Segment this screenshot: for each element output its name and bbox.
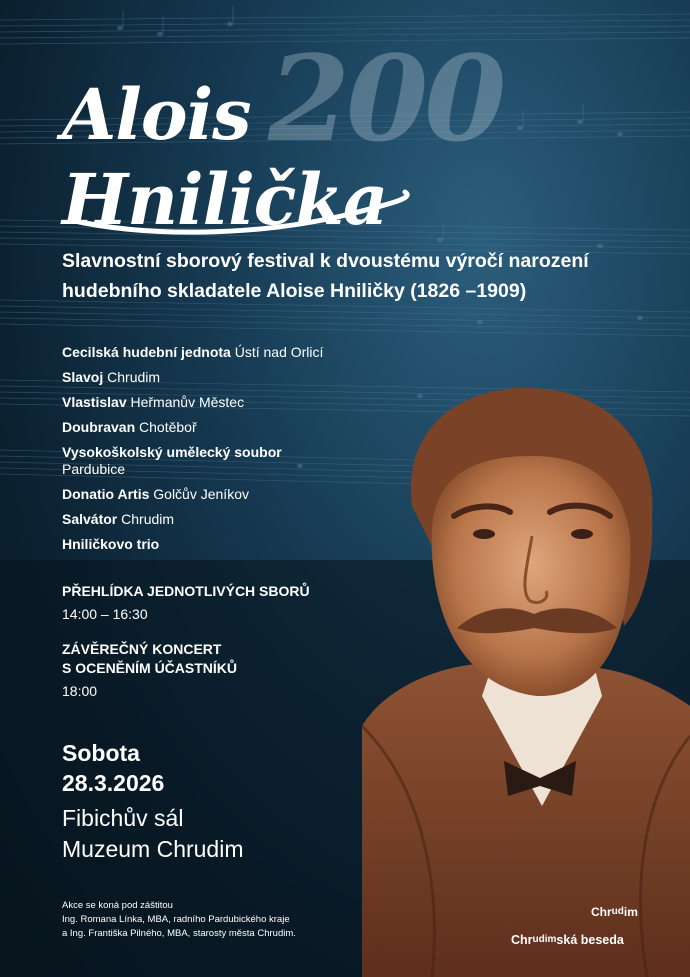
logo-chrudim-part-2: ud [611, 906, 624, 917]
logo-beseda-part-1: Chr [511, 933, 533, 947]
choir-item [62, 394, 382, 411]
patronage-note [62, 899, 296, 941]
program-concert [62, 640, 237, 701]
anniversary-number-200: 200 [268, 29, 503, 168]
choir-name: Slavoj [62, 369, 104, 385]
venue-hall: Fibichův sál [62, 805, 184, 831]
concert-time: 18:00 [62, 683, 98, 699]
choir-item [62, 536, 382, 553]
choir-place: Chrudim [117, 511, 175, 527]
choir-item [62, 444, 382, 478]
event-day-date: 28.3.2026 [62, 770, 165, 796]
event-venue [62, 803, 244, 865]
choir-item [62, 344, 382, 361]
patronage-line-2: Ing. Romana Línka, MBA, radního Pardubického kraje [62, 914, 290, 925]
choir-name: Doubravan [62, 419, 136, 435]
choir-place: Chrudim [103, 369, 161, 385]
choir-item [62, 419, 382, 436]
concert-heading-line-2: S OCENĚNÍM ÚČASTNÍKŮ [62, 660, 238, 676]
patronage-line-3: a Ing. Františka Pilného, MBA, starosty města Chrudim. [62, 928, 296, 939]
logo-chrudim-part-3: im [623, 905, 638, 919]
logo-beseda-part-2: udim [532, 934, 557, 945]
event-date [62, 738, 164, 798]
choir-place: Ústí nad Orlicí [230, 344, 324, 360]
subtitle-line-1: Slavnostní sborový festival k dvoustému výročí narození [62, 250, 589, 272]
title-last-name: Hnilička [62, 158, 388, 241]
choir-item [62, 369, 382, 386]
venue-museum: Muzeum Chrudim [62, 836, 244, 862]
title-first-name: Alois [62, 73, 251, 156]
choir-name: Cecilská hudební jednota [62, 344, 231, 360]
program-review [62, 582, 310, 624]
festival-subtitle [62, 246, 662, 306]
choir-name: Hniličkovo trio [62, 536, 160, 552]
subtitle-line-2: hudebního skladatele Aloise Hniličky (1826 –1909) [62, 280, 527, 302]
choir-name: Vysokoškolský umělecký soubor [62, 444, 282, 460]
patronage-line-1: Akce se koná pod záštitou [62, 900, 173, 911]
review-time: 14:00 – 16:30 [62, 606, 148, 622]
concert-heading-line-1: ZÁVĚREČNÝ KONCERT [62, 641, 222, 657]
logo-beseda-part-3: ská beseda [556, 933, 624, 947]
event-weekday: Sobota [62, 740, 140, 766]
review-heading: PŘEHLÍDKA JEDNOTLIVÝCH SBORŮ [62, 583, 310, 599]
choir-place: Heřmanův Městec [126, 394, 245, 410]
choir-name: Salvátor [62, 511, 118, 527]
logo-chrudim-part-1: Chr [591, 905, 612, 919]
choir-item [62, 511, 382, 528]
choir-item [62, 486, 382, 503]
chrudimska-beseda-logo [511, 933, 624, 947]
choir-list [62, 344, 382, 561]
choir-place: Pardubice [62, 461, 126, 477]
choir-name: Donatio Artis [62, 486, 150, 502]
chrudim-city-logo [591, 905, 638, 919]
choir-place: Golčův Jeníkov [149, 486, 249, 502]
composer-portrait [362, 366, 690, 977]
choir-name: Vlastislav [62, 394, 127, 410]
choir-place: Chotěboř [135, 419, 197, 435]
